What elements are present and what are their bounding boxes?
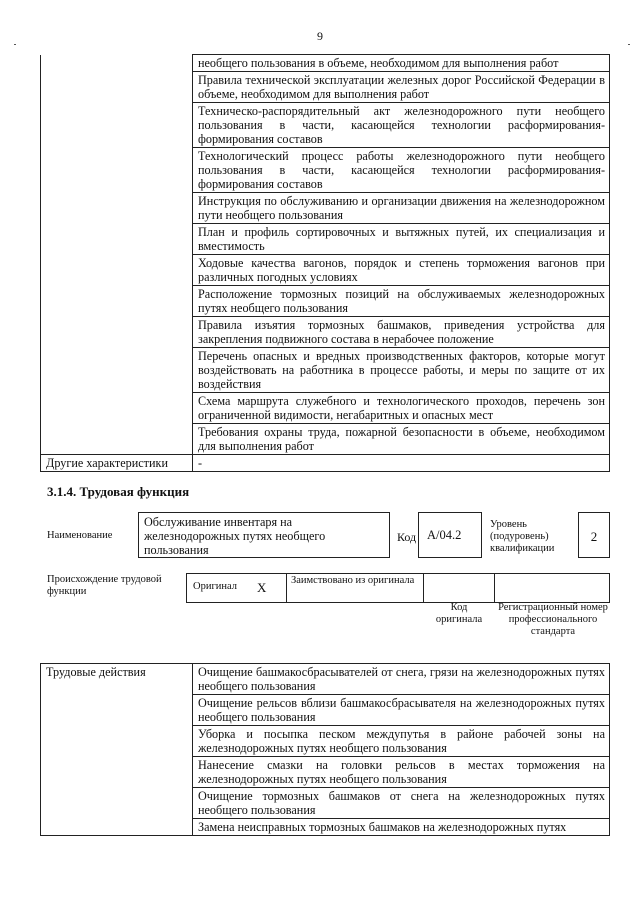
row-label — [41, 72, 193, 103]
table-row — [41, 393, 610, 424]
code-value: А/04.2 — [427, 528, 462, 542]
table-row — [41, 72, 610, 103]
table-row — [41, 55, 610, 72]
table-row — [41, 224, 610, 255]
level-label: Уровень (подуровень) квалификации — [490, 519, 555, 554]
row-text: Технологический процесс работы железнодорожного пути необщего пользования в части, касающейся технологии расформирования-формирования составов — [193, 148, 610, 193]
row-label: Другие характеристики — [41, 455, 193, 472]
code-box — [418, 512, 482, 558]
origin-divider — [494, 574, 495, 602]
row-text: Расположение тормозных позиций на обслуживаемых железнодорожных путях необщего пользования — [193, 286, 610, 317]
reg-num-label: Регистрационный номер профессионального стандарта — [498, 602, 608, 637]
table-row — [41, 148, 610, 193]
table-row — [41, 455, 610, 472]
orig-code-label: Код оригинала — [435, 602, 483, 625]
row-label — [41, 393, 193, 424]
labor-actions-label: Трудовые действия — [41, 664, 193, 836]
scan-mark — [628, 44, 630, 45]
labor-action-text: Очищение башмакосбрасывателей от снега, грязи на железнодорожных путях необщего пользования — [193, 664, 610, 695]
labor-action-text: Очищение тормозных башмаков от снега на железнодорожных путях необщего пользования — [193, 788, 610, 819]
row-text: Требования охраны труда, пожарной безопасности в объеме, необходимом для выполнения работ — [193, 424, 610, 455]
row-label — [41, 348, 193, 393]
row-label — [41, 193, 193, 224]
table-row — [41, 255, 610, 286]
row-label — [41, 255, 193, 286]
level-box — [578, 512, 610, 558]
labor-action-text: Замена неисправных тормозных башмаков на железнодорожных путях — [193, 819, 610, 836]
function-name: Обслуживание инвентаря на железнодорожных путях необщего пользования — [144, 515, 326, 557]
row-text: Схема маршрута служебного и технологического проходов, перечень зон ограниченной видимости, негабаритных и опасных мест — [193, 393, 610, 424]
row-label — [41, 286, 193, 317]
table-row — [41, 317, 610, 348]
row-label — [41, 103, 193, 148]
page-number: 9 — [317, 29, 323, 43]
labor-action-text: Очищение рельсов вблизи башмакосбрасывателя на железнодорожных путях необщего пользования — [193, 695, 610, 726]
origin-label: Происхождение трудовой функции — [47, 574, 162, 597]
labor-action-text: Уборка и посыпка песком междупутья в районе рабочей зоны на железнодорожных путях необщего пользования — [193, 726, 610, 757]
table-row — [41, 193, 610, 224]
row-label — [41, 224, 193, 255]
row-label — [41, 55, 193, 72]
name-label: Наименование — [47, 530, 113, 541]
origin-divider — [423, 574, 424, 602]
labor-action-text: Нанесение смазки на головки рельсов в местах торможения на железнодорожных путях необщего пользования — [193, 757, 610, 788]
code-label: Код — [397, 530, 417, 544]
original-mark: X — [257, 580, 267, 595]
name-box — [138, 512, 390, 558]
borrowed-label: Заимствовано из оригинала — [291, 575, 415, 586]
table-row — [41, 348, 610, 393]
row-text: Техническо-распорядительный акт железнодорожного пути необщего пользования в части, касающейся технологии расформирования-формирования составов — [193, 103, 610, 148]
row-text: необщего пользования в объеме, необходимом для выполнения работ — [193, 55, 610, 72]
row-text: Перечень опасных и вредных производственных факторов, которые могут воздействовать на работника в процессе работы, и меры по защите от их воздействия — [193, 348, 610, 393]
row-label — [41, 424, 193, 455]
knowledge-table — [40, 54, 610, 472]
row-text: Правила технической эксплуатации железных дорог Российской Федерации в объеме, необходимом для выполнения работ — [193, 72, 610, 103]
origin-divider — [286, 574, 287, 602]
row-text: Инструкция по обслуживанию и организации движения на железнодорожном пути необщего пользования — [193, 193, 610, 224]
row-text: Правила изъятия тормозных башмаков, приведения устройства для закрепления подвижного состава в нерабочее положение — [193, 317, 610, 348]
row-text: - — [193, 455, 610, 472]
level-value: 2 — [590, 529, 598, 544]
section-title: 3.1.4. Трудовая функция — [47, 484, 190, 499]
table-row — [41, 103, 610, 148]
table-row — [41, 424, 610, 455]
table-row — [41, 286, 610, 317]
row-text: План и профиль сортировочных и вытяжных путей, их специализация и вместимость — [193, 224, 610, 255]
labor-actions-table — [40, 663, 610, 836]
row-label — [41, 148, 193, 193]
row-text: Ходовые качества вагонов, порядок и степень торможения вагонов при различных погодных условиях — [193, 255, 610, 286]
row-label — [41, 317, 193, 348]
table-row — [41, 664, 610, 695]
original-label: Оригинал — [193, 581, 237, 592]
scan-mark — [14, 44, 16, 45]
